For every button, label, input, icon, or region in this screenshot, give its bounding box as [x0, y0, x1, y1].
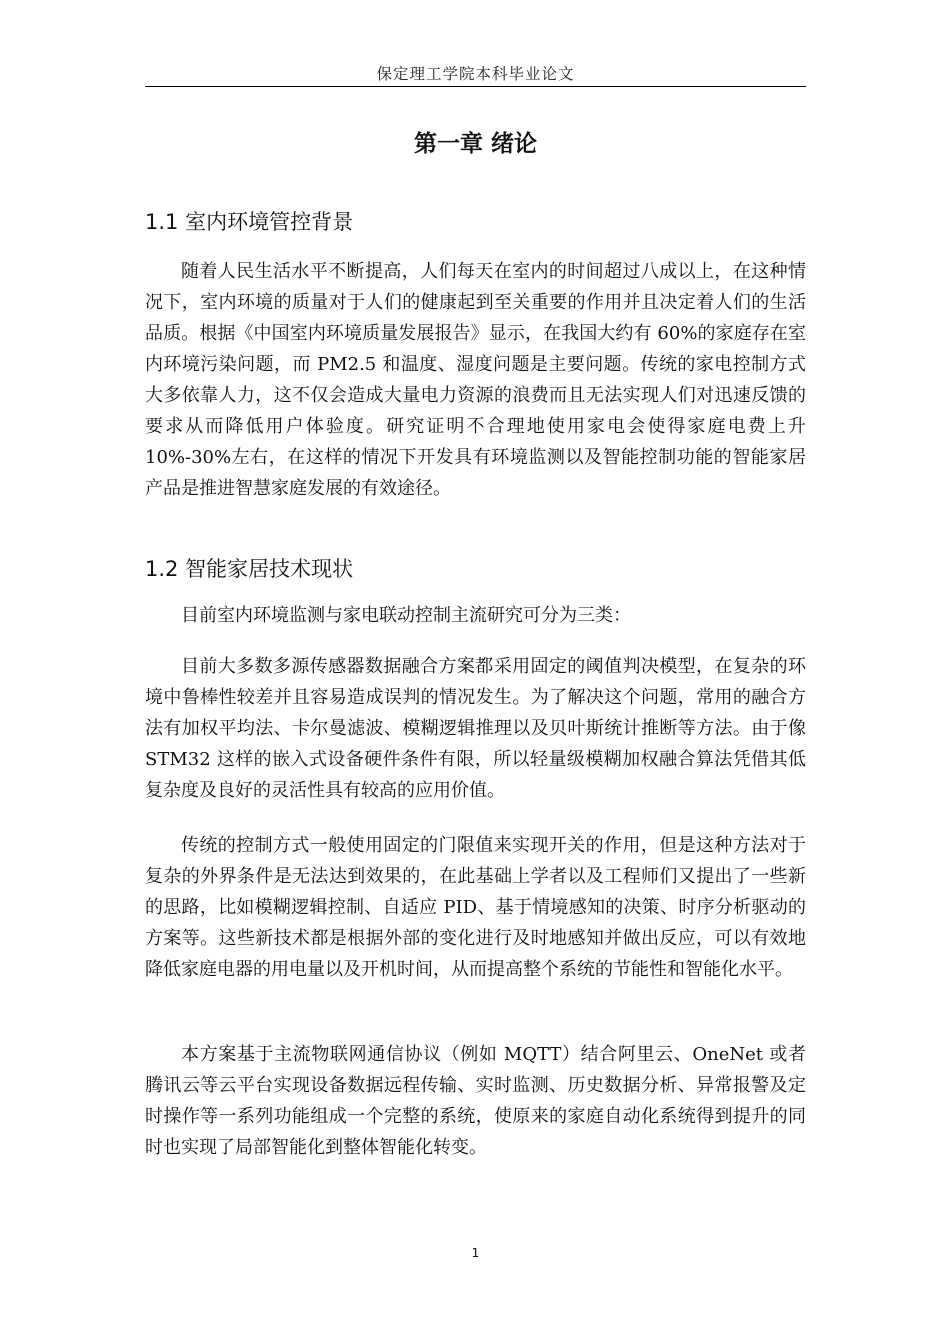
section-title-1-2: 1.2 智能家居技术现状 [145, 557, 354, 581]
section-title-1-1: 1.1 室内环境管控背景 [145, 210, 354, 234]
paragraph-1-2-2: 目前大多数多源传感器数据融合方案都采用固定的阈值判决模型，在复杂的环境中鲁棒性较差并且容易造成误判的情况发生。为了解决这个问题，常用的融合方法有加权平均法、卡尔曼滤波、模糊逻辑推理以及贝叶斯统计推断等方法。由于像 STM32 这样的嵌入式设备硬件条件有限，所以轻量级模糊加权融合算法凭借其低复杂度及良好的灵活性具有较高的应用价值。 [145, 656, 806, 801]
chapter-title: 第一章 绪论 [413, 131, 537, 157]
header-rule [145, 86, 806, 87]
paragraph-1-2-4: 本方案基于主流物联网通信协议（例如 MQTT）结合阿里云、OneNet 或者腾讯云等云平台实现设备数据远程传输、实时监测、历史数据分析、异常报警及定时操作等一系列功能组成一个完整的系统，使原来的家庭自动化系统得到提升的同时也实现了局部智能化到整体智能化转变。 [145, 1044, 806, 1158]
paragraph-1-2-1: 目前室内环境监测与家电联动控制主流研究可分为三类： [181, 605, 631, 626]
running-header: 保定理工学院本科毕业论文 [376, 65, 575, 83]
page-number: 1 [471, 1246, 480, 1260]
paragraph-1-2-3: 传统的控制方式一般使用固定的门限值来实现开关的作用，但是这种方法对于复杂的外界条件是无法达到效果的，在此基础上学者以及工程师们又提出了一些新的思路，比如模糊逻辑控制、自适应 PID、基于情境感知的决策、时序分析驱动的方案等。这些新技术都是根据外部的变化进行及时地感知并做出反应，可以有效地降低家庭电器的用电量以及开机时间，从而提高整个系统的节能性和智能化水平。 [145, 835, 806, 980]
paragraph-1-1-1: 随着人民生活水平不断提高，人们每天在室内的时间超过八成以上，在这种情况下，室内环境的质量对于人们的健康起到至关重要的作用并且决定着人们的生活品质。根据《中国室内环境质量发展报告》显示，在我国大约有 60%的家庭存在室内环境污染问题，而 PM2.5 和温度、湿度问题是主要问题。传统的家电控制方式大多依靠人力，这不仅会造成大量电力资源的浪费而且无法实现人们对迅速反馈的要求从而降低用户体验度。研究证明不合理地使用家电会使得家庭电费上升 10%-30%左右，在这样的情况下开发具有环境监测以及智能控制功能的智能家居产品是推进智慧家庭发展的有效途径。 [145, 261, 806, 499]
